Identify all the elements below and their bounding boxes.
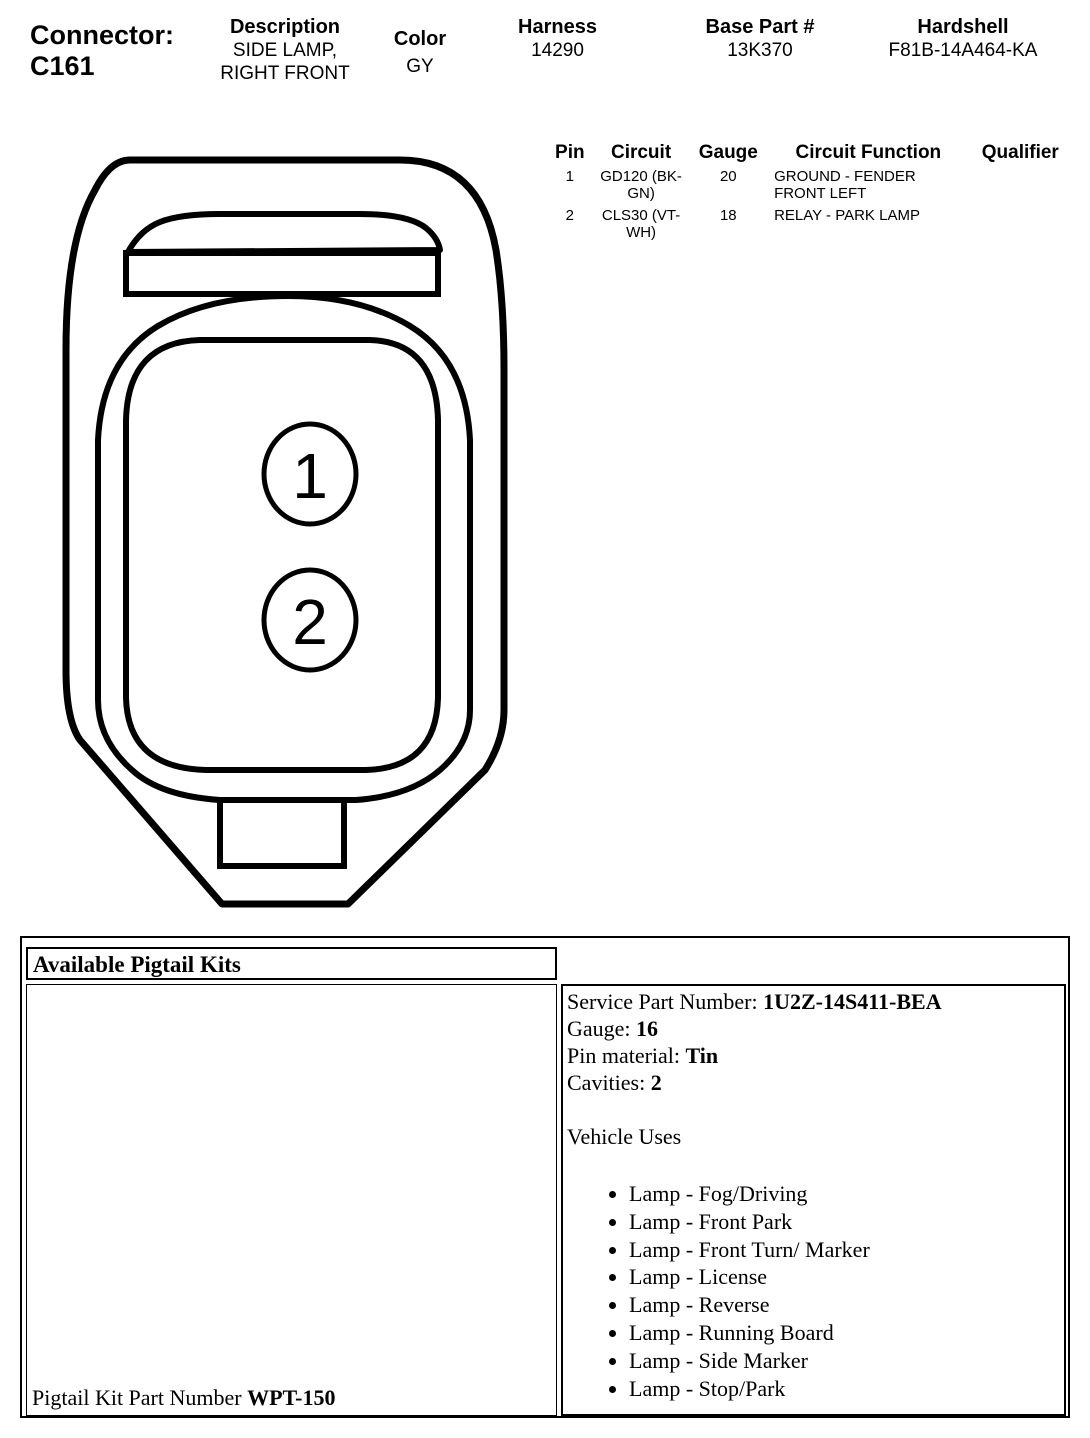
pin-material-label: Pin material: [567,1043,686,1068]
pin-header: Pin [555,142,585,163]
hardshell-value: F81B-14A464-KA [888,40,1038,61]
service-part-line [567,988,1062,1015]
function-line2: FRONT LEFT [774,185,867,202]
function-line1: RELAY - PARK LAMP [774,207,920,224]
connector-title [30,20,174,82]
circuit-line2: GN) [627,185,655,202]
circuit-line2: WH) [626,224,657,241]
list-item: Lamp - Reverse [567,1291,1062,1319]
function-cell [766,168,971,207]
hardshell-label: Hardshell [917,16,1009,38]
gauge-cell: 18 [719,207,737,224]
circuit-cell [592,168,691,207]
base-part-value: 13K370 [727,40,793,61]
seal-ring [98,296,470,800]
connector-id: C161 [30,51,95,81]
gauge-header: Gauge [698,142,758,163]
pigtail-details [567,988,1062,1402]
description-line1: SIDE LAMP, [232,40,338,61]
color-value: GY [406,56,434,77]
cavities-label: Cavities: [567,1070,651,1095]
base-part-column [680,15,840,62]
gauge-line [567,1015,1062,1042]
kit-label: Pigtail Kit Part Number [32,1385,248,1410]
pin-table-header-row [548,142,1070,168]
table-row [548,168,1070,207]
connector-label: Connector: [30,20,174,50]
bottom-key [220,800,344,866]
vehicle-uses-list [567,1180,1062,1402]
list-item: Lamp - Front Park [567,1208,1062,1236]
color-column [370,27,470,78]
table-row [548,207,1070,246]
base-part-label: Base Part # [705,16,815,38]
pin-material-value: Tin [685,1043,719,1068]
pin-1-label: 1 [292,440,328,512]
function-line1: GROUND - FENDER [774,168,916,185]
pigtail-kit-cell [26,984,557,1416]
qualifier-header: Qualifier [981,142,1059,163]
gauge-value: 16 [636,1016,659,1041]
circuit-line1: GD120 (BK- [600,168,682,185]
list-item: Lamp - Running Board [567,1319,1062,1347]
pigtail-kit-part-number [32,1384,336,1411]
pin-material-line [567,1042,1062,1069]
list-item: Lamp - License [567,1263,1062,1291]
service-part-value: 1U2Z-14S411-BEA [763,989,942,1014]
connector-face-diagram [60,150,520,910]
pigtail-kits-panel [20,936,1070,1418]
kit-value: WPT-150 [247,1385,336,1410]
color-label: Color [393,28,447,50]
pigtail-heading: Available Pigtail Kits [33,952,241,977]
harness-column [485,15,630,62]
gauge-label: Gauge: [567,1016,637,1041]
description-line2: RIGHT FRONT [220,63,350,84]
gauge-cell: 20 [719,168,737,185]
pin-table [548,142,1070,246]
vehicle-uses-label: Vehicle Uses [567,1124,682,1149]
description-label: Description [229,16,341,38]
latch-bar-icon [126,253,438,294]
list-item: Lamp - Front Turn/ Marker [567,1236,1062,1264]
harness-label: Harness [518,16,597,38]
latch-top-icon [128,214,440,252]
circuit-cell [592,207,691,246]
cavities-value: 2 [650,1070,662,1095]
pigtail-heading-cell [26,947,557,980]
circuit-line1: CLS30 (VT- [601,207,681,224]
function-cell [766,207,971,246]
harness-value: 14290 [531,40,584,61]
pin-cell: 1 [565,168,574,185]
cavities-line [567,1069,1062,1096]
hardshell-column [868,15,1058,62]
description-column [200,15,370,85]
circuit-function-header: Circuit Function [795,142,942,163]
pin-cell: 2 [565,207,574,224]
list-item: Lamp - Fog/Driving [567,1180,1062,1208]
service-part-label: Service Part Number: [567,989,764,1014]
list-item: Lamp - Side Marker [567,1347,1062,1375]
circuit-header: Circuit [610,142,672,163]
qualifier-cell [971,168,1070,207]
pigtail-details-cell [561,984,1066,1416]
pigtail-heading-right-cell [557,947,1065,980]
list-item: Lamp - Stop/Park [567,1375,1062,1403]
inner-cavity [126,340,438,770]
pin-2-label: 2 [292,586,328,658]
qualifier-cell [971,207,1070,246]
